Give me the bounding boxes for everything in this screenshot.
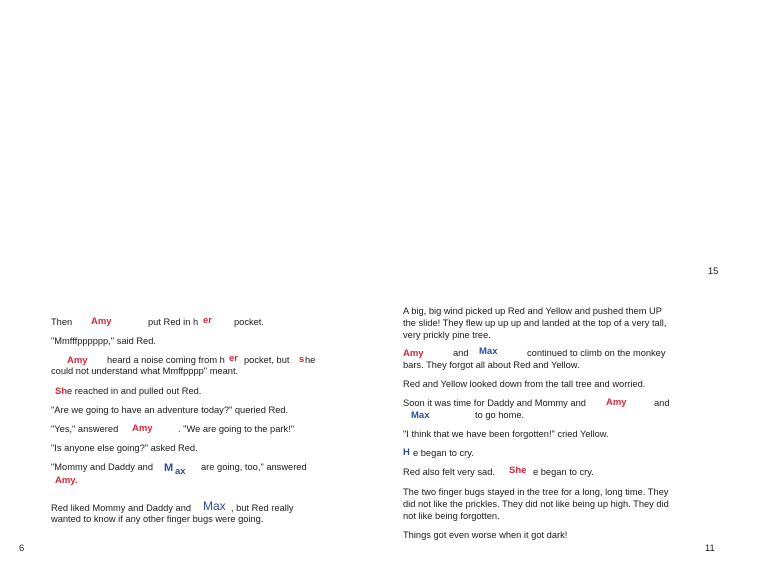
name-amy: Amy	[91, 316, 112, 327]
name-max: Max	[479, 346, 498, 357]
right-p7-b: e began to cry.	[533, 467, 594, 477]
left-p1-c: pocket.	[234, 317, 264, 327]
pronoun-insert: er	[229, 353, 238, 364]
right-p2-a: and	[453, 348, 469, 358]
pronoun-insert: H	[403, 447, 410, 458]
left-p6-a: "Yes," answered	[51, 424, 119, 434]
left-p9-line2: wanted to know if any other finger bugs were going.	[51, 514, 264, 524]
right-p6-a: e began to cry.	[413, 448, 474, 458]
right-p9: Things got even worse when it got dark!	[403, 530, 568, 540]
name-max: Max	[203, 499, 226, 513]
right-p5: "I think that we have been forgotten!" cried Yellow.	[403, 429, 609, 439]
page-number-top-right: 15	[708, 266, 719, 276]
right-p3: Red and Yellow looked down from the tall tree and worried.	[403, 379, 646, 389]
right-p4-c: to go home.	[475, 410, 525, 420]
left-p2: "Mmfffpppppp," said Red.	[51, 336, 156, 346]
left-p1-b: put Red in h	[148, 317, 199, 327]
left-p3-b: pocket, but	[244, 355, 290, 365]
name-max: M	[164, 462, 174, 474]
right-p1-line1: A big, big wind picked up Red and Yellow and pushed them UP	[403, 306, 662, 316]
right-p8-line1: The two finger bugs stayed in the tree for a long, long time. They	[403, 487, 669, 497]
page-number-bottom-left: 6	[19, 543, 25, 553]
right-p1-line2: the slide! They flew up up up and landed at the top of a very tall,	[403, 318, 667, 328]
left-p3-c: he	[305, 355, 316, 365]
left-p8-a: "Mommy and Daddy and	[51, 462, 153, 472]
right-p2-b: continued to climb on the monkey	[527, 348, 666, 358]
pronoun-insert: er	[203, 315, 212, 326]
pronoun-insert: Sh	[55, 386, 68, 397]
name-max: Max	[411, 410, 430, 421]
left-p4-a: e reached in and pulled out Red.	[67, 386, 202, 396]
name-amy: Amy.	[55, 475, 78, 486]
name-amy: Amy	[67, 355, 88, 366]
right-p1-line3: very prickly pine tree.	[403, 330, 491, 340]
left-p9-a: Red liked Mommy and Daddy and	[51, 503, 192, 513]
name-amy: Amy	[606, 397, 627, 408]
left-p8-b: are going, too," answered	[201, 462, 307, 472]
page-number-bottom-right: 11	[705, 543, 715, 553]
right-p2-line2: bars. They forgot all about Red and Yellow.	[403, 360, 580, 370]
left-p5: "Are we going to have an adventure today?" queried Red.	[51, 405, 289, 415]
pronoun-insert: She	[509, 465, 527, 476]
left-p6-b: . "We are going to the park!"	[178, 424, 294, 434]
right-p4-b: and	[654, 398, 670, 408]
left-p1-a: Then	[51, 317, 73, 327]
left-p7: "Is anyone else going?" asked Red.	[51, 443, 198, 453]
right-p7-a: Red also felt very sad.	[403, 467, 495, 477]
left-p9-b: , but Red really	[231, 503, 294, 513]
right-p8-line2: did not like the prickles. They did not like being up high. They did	[403, 499, 669, 509]
left-p3-line2: could not understand what Mmffpppp" meant.	[51, 366, 239, 376]
right-p8-line3: not like being forgotten.	[403, 511, 500, 521]
name-amy: Amy	[132, 423, 153, 434]
left-p3-a: heard a noise coming from h	[107, 355, 225, 365]
pronoun-insert: s	[299, 354, 305, 365]
name-amy: Amy	[403, 348, 424, 359]
right-p4-a: Soon it was time for Daddy and Mommy and	[403, 398, 586, 408]
name-max-rest: ax	[175, 466, 186, 477]
